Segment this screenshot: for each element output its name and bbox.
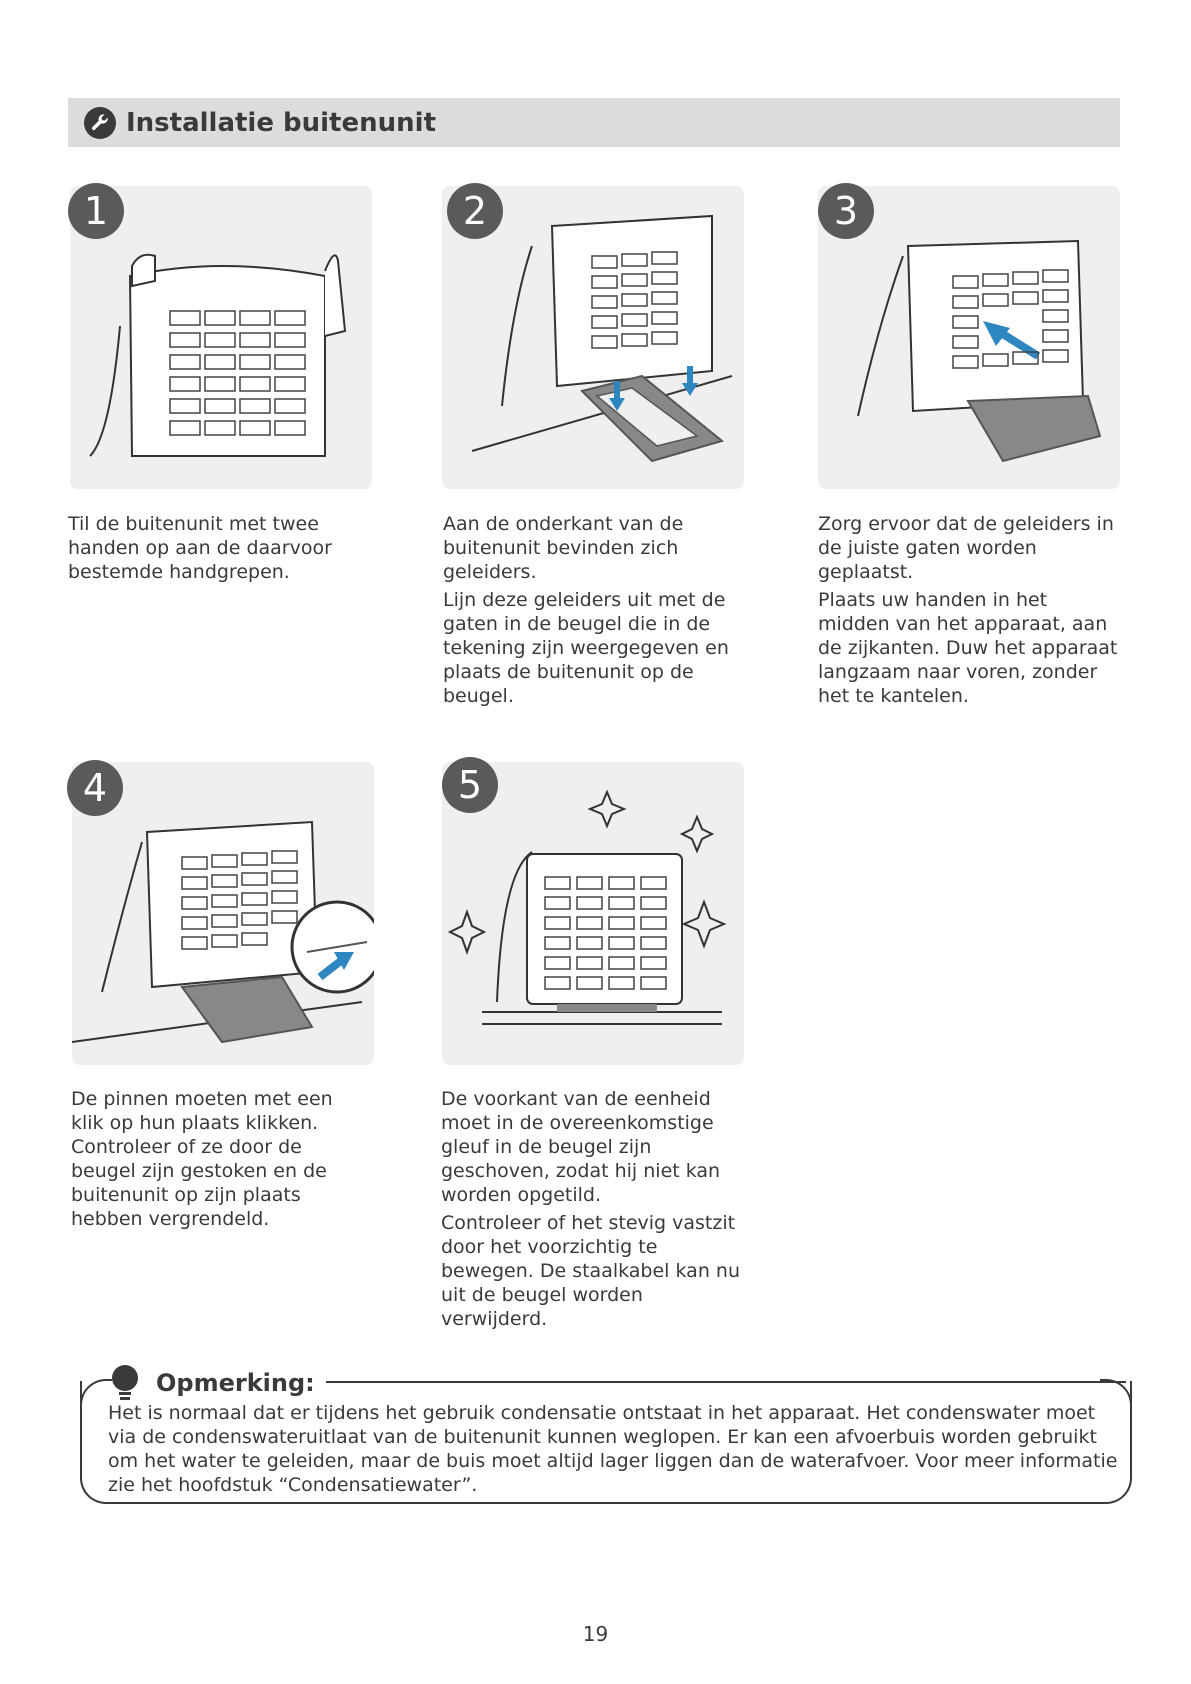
page-title: Installatie buitenunit [126, 107, 436, 138]
step-5-paragraph-1: De voorkant van de eenheid moet in de overeenkomstige gleuf in de beugel zijn geschoven, zodat hij niet kan worden opgetild. [441, 1088, 721, 1206]
step-1-badge: 1 [68, 183, 124, 239]
step-5-text [441, 1087, 741, 1335]
wrench-icon [84, 107, 116, 139]
step-3-paragraph-1: Zorg ervoor dat de geleiders in de juiste gaten worden geplaatst. [818, 513, 1114, 583]
lightbulb-icon [108, 1364, 142, 1402]
step-1-text [68, 512, 368, 588]
step-3-text [818, 512, 1118, 712]
step-4-illustration [72, 762, 374, 1065]
section-header [68, 98, 1120, 147]
step-2-badge: 2 [447, 183, 503, 239]
step-5-paragraph-2: Controleer of het stevig vastzit door het voorzichtig te bewegen. De staalkabel kan nu uit de beugel worden verwijderd. [441, 1212, 740, 1330]
step-2-paragraph-1: Aan de onderkant van de buitenunit bevinden zich geleiders. [443, 513, 684, 583]
unit-click-illustration [72, 762, 374, 1065]
page-number: 19 [582, 1622, 609, 1646]
step-3-badge: 3 [818, 183, 874, 239]
step-5-badge: 5 [442, 757, 498, 813]
step-1-paragraph: Til de buitenunit met twee handen op aan de daarvoor bestemde handgrepen. [68, 513, 332, 583]
note-header [108, 1364, 315, 1402]
step-4-text [71, 1087, 371, 1235]
step-3-paragraph-2: Plaats uw handen in het midden van het apparaat, aan de zijkanten. Duw het apparaat langzaam naar voren, zonder het te kantelen. [818, 589, 1118, 707]
step-4-paragraph: De pinnen moeten met een klik op hun plaats klikken. Controleer of ze door de beugel zijn gestoken en de buitenunit op zijn plaats hebben vergrendeld. [71, 1088, 333, 1230]
step-1-illustration [70, 186, 372, 489]
note-text: Het is normaal dat er tijdens het gebruik condensatie ontstaat in het apparaat. Het condenswater moet via de condenswateruitlaat van de buitenunit kunnen weglopen. Er kan een afvoerbuis worden gebruikt om het water te geleiden, maar de buis moet altijd lager liggen dan de waterafvoer. Voor meer informatie zie het hoofdstuk “Condensatiewater”. [108, 1402, 1118, 1496]
note-divider [326, 1381, 1126, 1383]
unit-lift-illustration [70, 186, 372, 489]
note-label: Opmerking: [156, 1369, 315, 1397]
step-5-illustration [442, 762, 744, 1065]
step-2-paragraph-2: Lijn deze geleiders uit met de gaten in de beugel die in de tekening zijn weergegeven en plaats de buitenunit op de beugel. [443, 589, 729, 707]
unit-installed-illustration [442, 762, 744, 1065]
step-2-text [443, 512, 743, 712]
step-4-badge: 4 [67, 760, 123, 816]
